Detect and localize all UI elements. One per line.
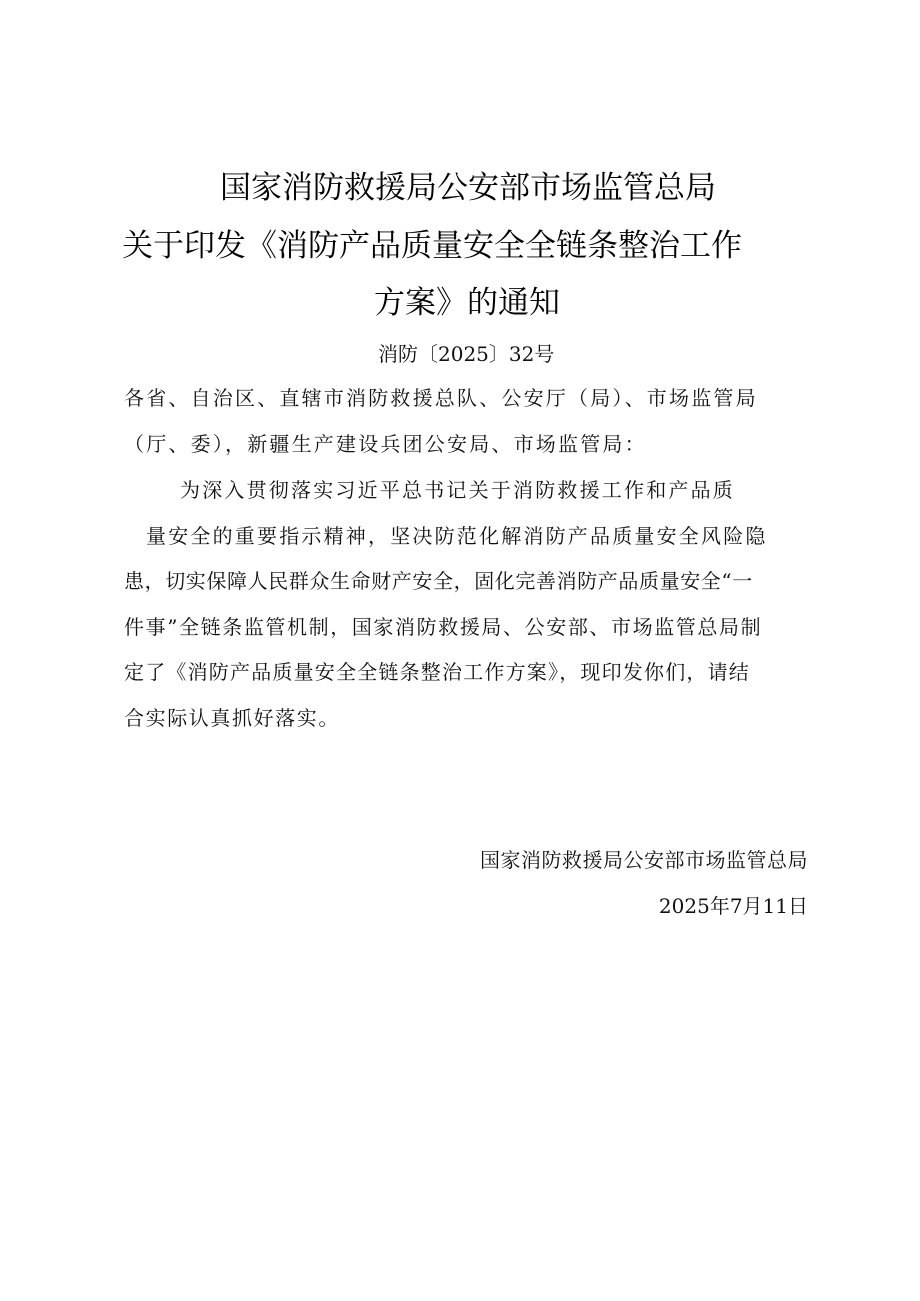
body-line-5: 定了《消防产品质量安全全链条整治工作方案》，现印发你们，请结 <box>124 660 750 684</box>
addressee-line-1: 各省、自治区、直辖市消防救援总队、公安厅（局）、市场监管局 <box>124 386 758 410</box>
signature-date: 2025年7月11日 <box>658 894 808 918</box>
addressee-line-2: （厅、委），新疆生产建设兵团公安局、市场监管局： <box>124 432 647 456</box>
body-line-3: 患，切实保障人民群众生命财产安全，固化完善消防产品质量安全“一 <box>124 569 753 593</box>
body-line-2: 量安全的重要指示精神，坚决防范化解消防产品质量安全风险隐 <box>146 524 768 548</box>
body-line-4: 件事”全链条监管机制，国家消防救援局、公安部、市场监管总局制 <box>124 615 763 639</box>
signature-organization: 国家消防救援局公安部市场监管总局 <box>480 848 808 872</box>
title-line-1: 国家消防救援局公安部市场监管总局 <box>220 170 716 206</box>
title-line-3: 方案》的通知 <box>374 285 560 321</box>
document-number: 消防〔2025〕32号 <box>378 342 555 366</box>
body-line-1: 为深入贯彻落实习近平总书记关于消防救援工作和产品质 <box>180 478 735 502</box>
body-line-6: 合实际认真抓好落实。 <box>124 706 340 730</box>
title-line-2: 关于印发《消防产品质量安全全链条整治工作 <box>122 228 742 264</box>
